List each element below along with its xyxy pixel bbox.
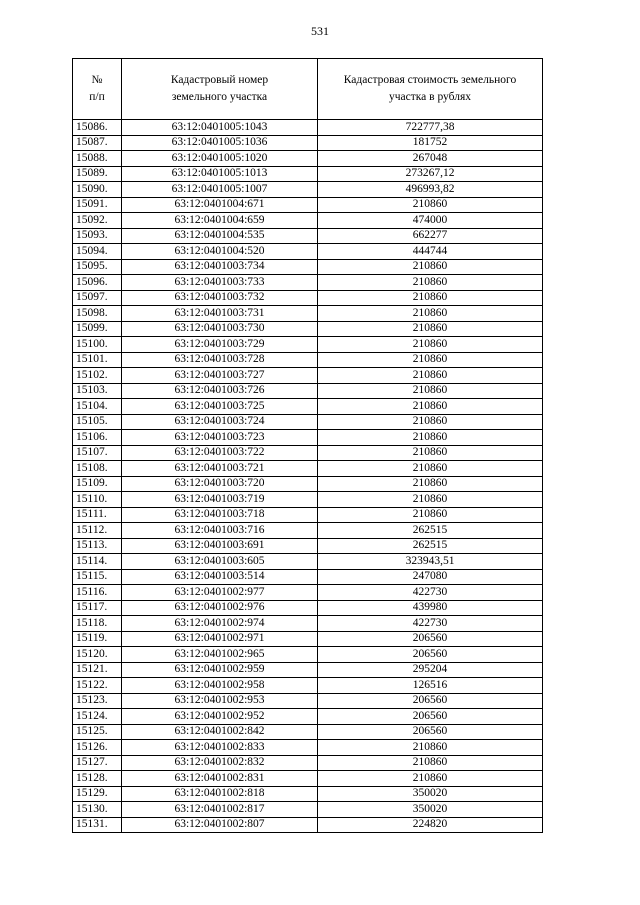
- cadastral-number-cell: 63:12:0401003:718: [122, 507, 318, 523]
- table-row: [73, 492, 543, 508]
- row-number-cell: 15125.: [73, 724, 122, 740]
- cadastral-value-table: [72, 58, 543, 833]
- cadastral-number-cell: 63:12:0401005:1007: [122, 182, 318, 198]
- row-number-cell: 15113.: [73, 538, 122, 554]
- cadastral-value-cell: 210860: [318, 383, 543, 399]
- cadastral-value-cell: 206560: [318, 647, 543, 663]
- cadastral-value-cell: 262515: [318, 538, 543, 554]
- table-row: [73, 213, 543, 229]
- table-row: [73, 569, 543, 585]
- header-number: [73, 59, 122, 120]
- table-row: [73, 786, 543, 802]
- cadastral-number-cell: 63:12:0401003:733: [122, 275, 318, 291]
- row-number-cell: 15094.: [73, 244, 122, 260]
- table-row: [73, 135, 543, 151]
- cadastral-number-cell: 63:12:0401002:952: [122, 709, 318, 725]
- table-row: [73, 724, 543, 740]
- table-row: [73, 368, 543, 384]
- row-number-cell: 15091.: [73, 197, 122, 213]
- row-number-cell: 15120.: [73, 647, 122, 663]
- table-row: [73, 383, 543, 399]
- row-number-cell: 15099.: [73, 321, 122, 337]
- cadastral-number-cell: 63:12:0401003:514: [122, 569, 318, 585]
- cadastral-number-cell: 63:12:0401003:725: [122, 399, 318, 415]
- header-cadastral-value: [318, 59, 543, 120]
- cadastral-number-cell: 63:12:0401005:1020: [122, 151, 318, 167]
- cadastral-value-cell: 210860: [318, 259, 543, 275]
- table-row: [73, 306, 543, 322]
- table-row: [73, 321, 543, 337]
- row-number-cell: 15128.: [73, 771, 122, 787]
- header-row: [73, 59, 543, 120]
- cadastral-value-cell: 474000: [318, 213, 543, 229]
- table-row: [73, 554, 543, 570]
- row-number-cell: 15121.: [73, 662, 122, 678]
- cadastral-value-cell: 210860: [318, 337, 543, 353]
- cadastral-value-cell: 210860: [318, 321, 543, 337]
- cadastral-value-cell: 350020: [318, 786, 543, 802]
- cadastral-value-cell: 722777,38: [318, 120, 543, 136]
- table-row: [73, 771, 543, 787]
- row-number-cell: 15126.: [73, 740, 122, 756]
- cadastral-value-cell: 210860: [318, 414, 543, 430]
- row-number-cell: 15117.: [73, 600, 122, 616]
- table-row: [73, 197, 543, 213]
- cadastral-value-cell: 224820: [318, 817, 543, 833]
- cadastral-value-cell: 210860: [318, 507, 543, 523]
- table-row: [73, 585, 543, 601]
- row-number-cell: 15119.: [73, 631, 122, 647]
- header-cadastral-number-text: Кадастровый номер земельного участка: [170, 74, 269, 103]
- row-number-cell: 15102.: [73, 368, 122, 384]
- cadastral-number-cell: 63:12:0401005:1036: [122, 135, 318, 151]
- cadastral-number-cell: 63:12:0401002:832: [122, 755, 318, 771]
- cadastral-number-cell: 63:12:0401003:726: [122, 383, 318, 399]
- cadastral-value-cell: 210860: [318, 755, 543, 771]
- table-row: [73, 755, 543, 771]
- row-number-cell: 15098.: [73, 306, 122, 322]
- cadastral-number-cell: 63:12:0401002:965: [122, 647, 318, 663]
- cadastral-value-cell: 206560: [318, 631, 543, 647]
- table-header: [73, 59, 543, 120]
- table-row: [73, 352, 543, 368]
- table-row: [73, 399, 543, 415]
- cadastral-number-cell: 63:12:0401003:734: [122, 259, 318, 275]
- cadastral-number-cell: 63:12:0401002:977: [122, 585, 318, 601]
- cadastral-number-cell: 63:12:0401003:730: [122, 321, 318, 337]
- table-row: [73, 600, 543, 616]
- row-number-cell: 15129.: [73, 786, 122, 802]
- cadastral-value-cell: 273267,12: [318, 166, 543, 182]
- row-number-cell: 15096.: [73, 275, 122, 291]
- cadastral-number-cell: 63:12:0401002:976: [122, 600, 318, 616]
- table-row: [73, 290, 543, 306]
- row-number-cell: 15090.: [73, 182, 122, 198]
- row-number-cell: 15100.: [73, 337, 122, 353]
- table-row: [73, 166, 543, 182]
- header-cadastral-number: [122, 59, 318, 120]
- table-row: [73, 662, 543, 678]
- table-row: [73, 120, 543, 136]
- cadastral-value-cell: 210860: [318, 430, 543, 446]
- table-row: [73, 259, 543, 275]
- cadastral-number-cell: 63:12:0401003:691: [122, 538, 318, 554]
- cadastral-value-cell: 444744: [318, 244, 543, 260]
- row-number-cell: 15088.: [73, 151, 122, 167]
- cadastral-value-cell: 323943,51: [318, 554, 543, 570]
- cadastral-value-cell: 439980: [318, 600, 543, 616]
- cadastral-number-cell: 63:12:0401003:724: [122, 414, 318, 430]
- cadastral-value-cell: 262515: [318, 523, 543, 539]
- cadastral-value-cell: 210860: [318, 445, 543, 461]
- cadastral-value-cell: 422730: [318, 616, 543, 632]
- cadastral-value-cell: 210860: [318, 368, 543, 384]
- cadastral-value-cell: 247080: [318, 569, 543, 585]
- row-number-cell: 15095.: [73, 259, 122, 275]
- cadastral-number-cell: 63:12:0401003:727: [122, 368, 318, 384]
- table-row: [73, 445, 543, 461]
- row-number-cell: 15101.: [73, 352, 122, 368]
- row-number-cell: 15122.: [73, 678, 122, 694]
- cadastral-value-cell: 206560: [318, 709, 543, 725]
- cadastral-number-cell: 63:12:0401002:959: [122, 662, 318, 678]
- cadastral-value-cell: 210860: [318, 476, 543, 492]
- cadastral-number-cell: 63:12:0401003:719: [122, 492, 318, 508]
- cadastral-number-cell: 63:12:0401002:833: [122, 740, 318, 756]
- table-row: [73, 430, 543, 446]
- cadastral-number-cell: 63:12:0401002:831: [122, 771, 318, 787]
- table-row: [73, 414, 543, 430]
- table-row: [73, 709, 543, 725]
- cadastral-number-cell: 63:12:0401002:807: [122, 817, 318, 833]
- row-number-cell: 15112.: [73, 523, 122, 539]
- table-row: [73, 151, 543, 167]
- table-row: [73, 538, 543, 554]
- cadastral-value-cell: 206560: [318, 693, 543, 709]
- cadastral-value-cell: 210860: [318, 275, 543, 291]
- row-number-cell: 15092.: [73, 213, 122, 229]
- row-number-cell: 15116.: [73, 585, 122, 601]
- table-row: [73, 244, 543, 260]
- row-number-cell: 15111.: [73, 507, 122, 523]
- cadastral-number-cell: 63:12:0401004:671: [122, 197, 318, 213]
- cadastral-value-cell: 210860: [318, 306, 543, 322]
- cadastral-number-cell: 63:12:0401003:720: [122, 476, 318, 492]
- table-row: [73, 616, 543, 632]
- cadastral-value-cell: 210860: [318, 492, 543, 508]
- row-number-cell: 15097.: [73, 290, 122, 306]
- row-number-cell: 15087.: [73, 135, 122, 151]
- row-number-cell: 15103.: [73, 383, 122, 399]
- cadastral-number-cell: 63:12:0401004:659: [122, 213, 318, 229]
- cadastral-value-cell: 422730: [318, 585, 543, 601]
- table-row: [73, 693, 543, 709]
- cadastral-number-cell: 63:12:0401003:605: [122, 554, 318, 570]
- cadastral-value-cell: 126516: [318, 678, 543, 694]
- table-row: [73, 678, 543, 694]
- table-row: [73, 817, 543, 833]
- row-number-cell: 15115.: [73, 569, 122, 585]
- row-number-cell: 15105.: [73, 414, 122, 430]
- cadastral-value-cell: 350020: [318, 802, 543, 818]
- row-number-cell: 15110.: [73, 492, 122, 508]
- cadastral-value-cell: 210860: [318, 352, 543, 368]
- cadastral-value-cell: 210860: [318, 461, 543, 477]
- table-row: [73, 476, 543, 492]
- table-row: [73, 228, 543, 244]
- cadastral-number-cell: 63:12:0401002:842: [122, 724, 318, 740]
- cadastral-value-cell: 210860: [318, 197, 543, 213]
- header-number-text: № п/п: [89, 74, 105, 103]
- cadastral-number-cell: 63:12:0401003:723: [122, 430, 318, 446]
- cadastral-value-cell: 181752: [318, 135, 543, 151]
- row-number-cell: 15104.: [73, 399, 122, 415]
- cadastral-value-cell: 210860: [318, 771, 543, 787]
- row-number-cell: 15114.: [73, 554, 122, 570]
- row-number-cell: 15109.: [73, 476, 122, 492]
- cadastral-value-cell: 210860: [318, 740, 543, 756]
- table-row: [73, 182, 543, 198]
- table-row: [73, 275, 543, 291]
- cadastral-value-cell: 210860: [318, 399, 543, 415]
- table-row: [73, 631, 543, 647]
- cadastral-value-cell: 662277: [318, 228, 543, 244]
- cadastral-number-cell: 63:12:0401003:731: [122, 306, 318, 322]
- table-row: [73, 523, 543, 539]
- cadastral-number-cell: 63:12:0401004:535: [122, 228, 318, 244]
- row-number-cell: 15106.: [73, 430, 122, 446]
- row-number-cell: 15093.: [73, 228, 122, 244]
- cadastral-number-cell: 63:12:0401002:817: [122, 802, 318, 818]
- table-body: [73, 120, 543, 833]
- table-row: [73, 647, 543, 663]
- cadastral-number-cell: 63:12:0401002:974: [122, 616, 318, 632]
- cadastral-value-cell: 295204: [318, 662, 543, 678]
- cadastral-number-cell: 63:12:0401002:971: [122, 631, 318, 647]
- cadastral-value-cell: 496993,82: [318, 182, 543, 198]
- cadastral-number-cell: 63:12:0401003:721: [122, 461, 318, 477]
- row-number-cell: 15089.: [73, 166, 122, 182]
- cadastral-number-cell: 63:12:0401003:722: [122, 445, 318, 461]
- row-number-cell: 15131.: [73, 817, 122, 833]
- row-number-cell: 15123.: [73, 693, 122, 709]
- cadastral-number-cell: 63:12:0401005:1043: [122, 120, 318, 136]
- cadastral-number-cell: 63:12:0401002:818: [122, 786, 318, 802]
- table-row: [73, 461, 543, 477]
- cadastral-number-cell: 63:12:0401005:1013: [122, 166, 318, 182]
- page-number: 531: [311, 24, 329, 38]
- cadastral-value-cell: 210860: [318, 290, 543, 306]
- table-row: [73, 337, 543, 353]
- row-number-cell: 15107.: [73, 445, 122, 461]
- cadastral-number-cell: 63:12:0401004:520: [122, 244, 318, 260]
- cadastral-number-cell: 63:12:0401003:732: [122, 290, 318, 306]
- cadastral-value-cell: 267048: [318, 151, 543, 167]
- cadastral-number-cell: 63:12:0401003:729: [122, 337, 318, 353]
- cadastral-value-cell: 206560: [318, 724, 543, 740]
- row-number-cell: 15118.: [73, 616, 122, 632]
- row-number-cell: 15124.: [73, 709, 122, 725]
- row-number-cell: 15127.: [73, 755, 122, 771]
- cadastral-number-cell: 63:12:0401003:728: [122, 352, 318, 368]
- row-number-cell: 15130.: [73, 802, 122, 818]
- header-cadastral-value-text: Кадастровая стоимость земельного участка в рублях: [343, 74, 517, 103]
- table-row: [73, 802, 543, 818]
- cadastral-number-cell: 63:12:0401002:953: [122, 693, 318, 709]
- table-row: [73, 507, 543, 523]
- row-number-cell: 15086.: [73, 120, 122, 136]
- cadastral-number-cell: 63:12:0401002:958: [122, 678, 318, 694]
- table-row: [73, 740, 543, 756]
- row-number-cell: 15108.: [73, 461, 122, 477]
- cadastral-number-cell: 63:12:0401003:716: [122, 523, 318, 539]
